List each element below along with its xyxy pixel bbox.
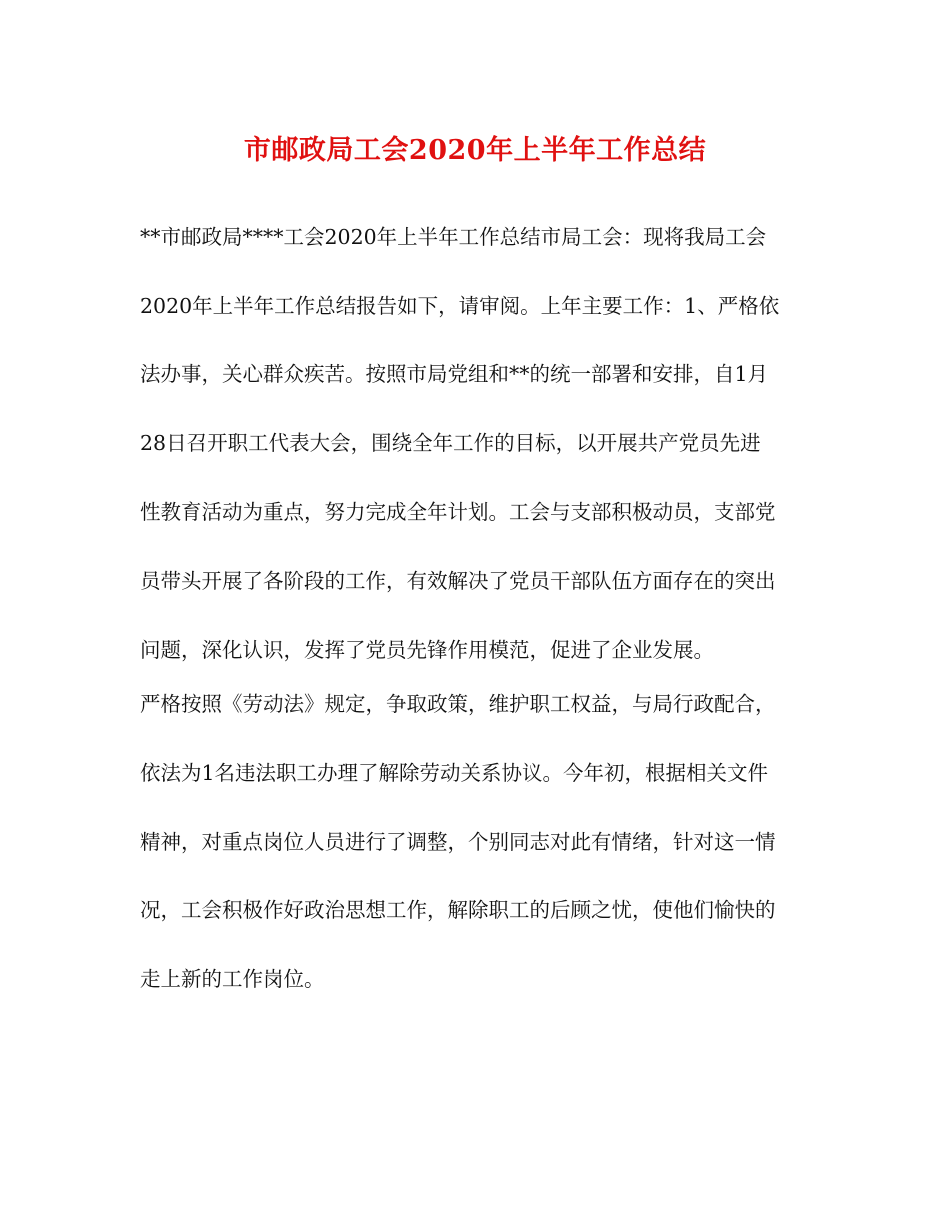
body-line-3: 法办事，关心群众疾苦。按照市局党组和**的统一部署和安排，自1月 — [140, 362, 769, 386]
body-line-10: 精神，对重点岗位人员进行了调整，个别同志对此有情绪，针对这一情 — [140, 830, 776, 854]
body-line-1: **市邮政局****工会2020年上半年工作总结市局工会：现将我局工会 — [140, 225, 767, 249]
body-line-2: 2020年上半年工作总结报告如下，请审阅。上年主要工作：1、严格依 — [140, 294, 780, 318]
body-line-11: 况，工会积极作好政治思想工作，解除职工的后顾之忧，使他们愉快的 — [140, 898, 776, 922]
body-line-7: 问题，深化认识，发挥了党员先锋作用模范，促进了企业发展。 — [140, 638, 714, 662]
body-line-5: 性教育活动为重点，努力完成全年计划。工会与支部积极动员，支部党 — [140, 500, 776, 524]
body-line-9: 依法为1名违法职工办理了解除劳动关系协议。今年初，根据相关文件 — [140, 761, 769, 785]
body-line-8: 严格按照《劳动法》规定，争取政策，维护职工权益，与局行政配合， — [140, 692, 776, 716]
body-line-6: 员带头开展了各阶段的工作，有效解决了党员干部队伍方面存在的突出 — [140, 569, 776, 593]
document-title: 市邮政局工会2020年上半年工作总结 — [243, 135, 707, 166]
body-line-4: 28日召开职工代表大会，围绕全年工作的目标，以开展共产党员先进 — [140, 431, 761, 455]
body-line-12: 走上新的工作岗位。 — [140, 967, 325, 991]
